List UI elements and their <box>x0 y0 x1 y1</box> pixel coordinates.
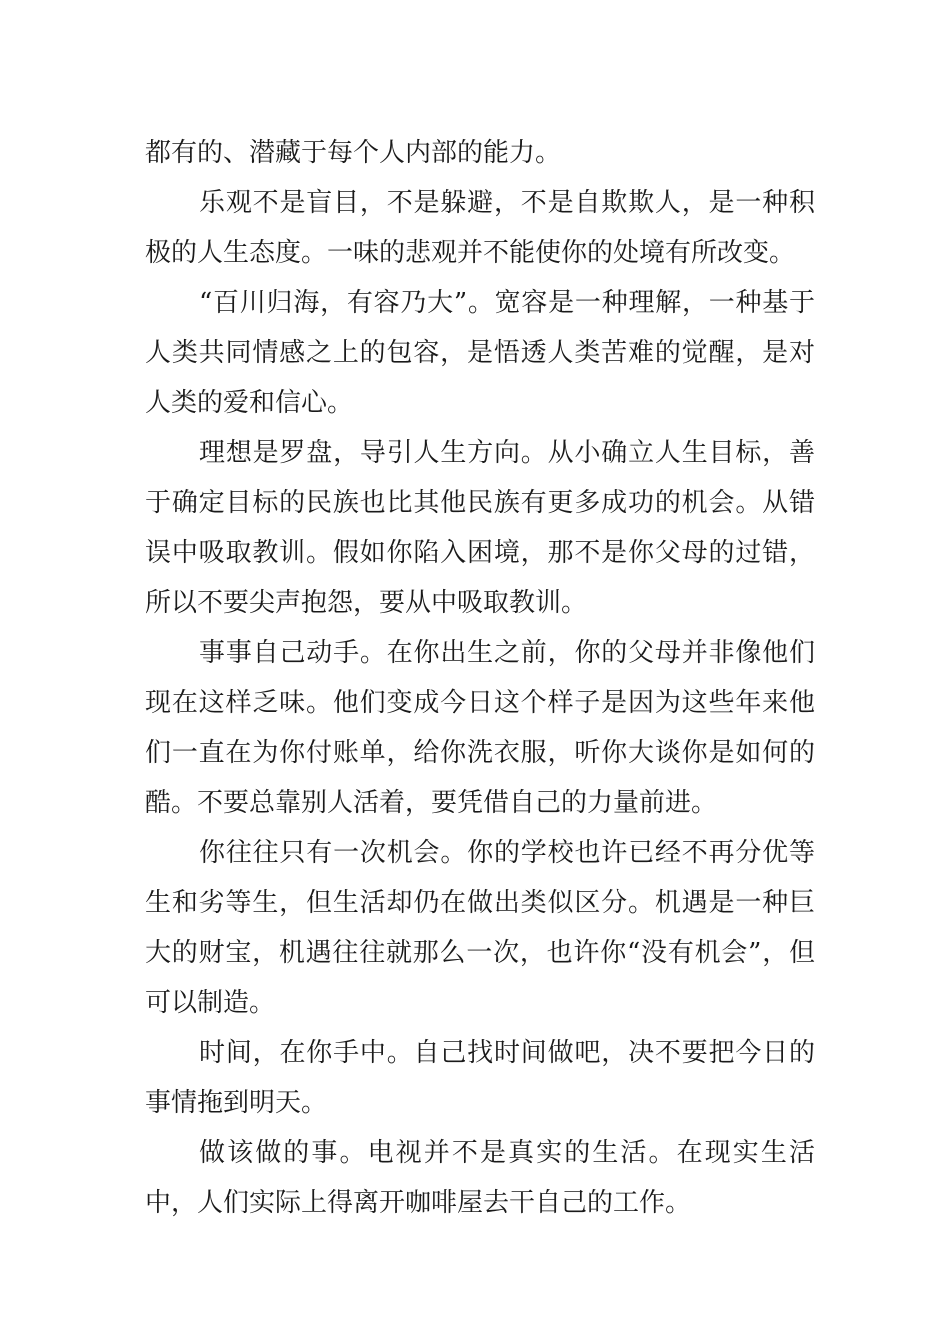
document-body <box>145 128 815 1228</box>
paragraph-tolerance: “百川归海，有容乃大”。宽容是一种理解，一种基于人类共同情感之上的包容，是悟透人类苦难的觉醒，是对人类的爱和信心。 <box>145 288 815 418</box>
paragraph-self-reliance: 事事自己动手。在你出生之前，你的父母并非像他们现在这样乏味。他们变成今日这个样子是因为这些年来他们一直在为你付账单，给你洗衣服，听你大谈你是如何的酷。不要总靠别人活着，要凭借自己的力量前进。 <box>145 638 815 818</box>
paragraph-opportunity: 你往往只有一次机会。你的学校也许已经不再分优等生和劣等生，但生活却仍在做出类似区分。机遇是一种巨大的财宝，机遇往往就那么一次，也许你“没有机会”，但可以制造。 <box>145 838 815 1018</box>
paragraph-ideals: 理想是罗盘，导引人生方向。从小确立人生目标，善于确定目标的民族也比其他民族有更多成功的机会。从错误中吸取教训。假如你陷入困境，那不是你父母的过错，所以不要尖声抱怨，要从中吸取教训。 <box>145 438 815 618</box>
paragraph-time: 时间，在你手中。自己找时间做吧，决不要把今日的事情拖到明天。 <box>145 1038 815 1118</box>
paragraph-continuation: 都有的、潜藏于每个人内部的能力。 <box>145 138 562 168</box>
paragraph-optimism: 乐观不是盲目，不是躲避，不是自欺欺人，是一种积极的人生态度。一味的悲观并不能使你的处境有所改变。 <box>145 188 815 268</box>
paragraph-duty: 做该做的事。电视并不是真实的生活。在现实生活中，人们实际上得离开咖啡屋去干自己的工作。 <box>145 1138 815 1218</box>
